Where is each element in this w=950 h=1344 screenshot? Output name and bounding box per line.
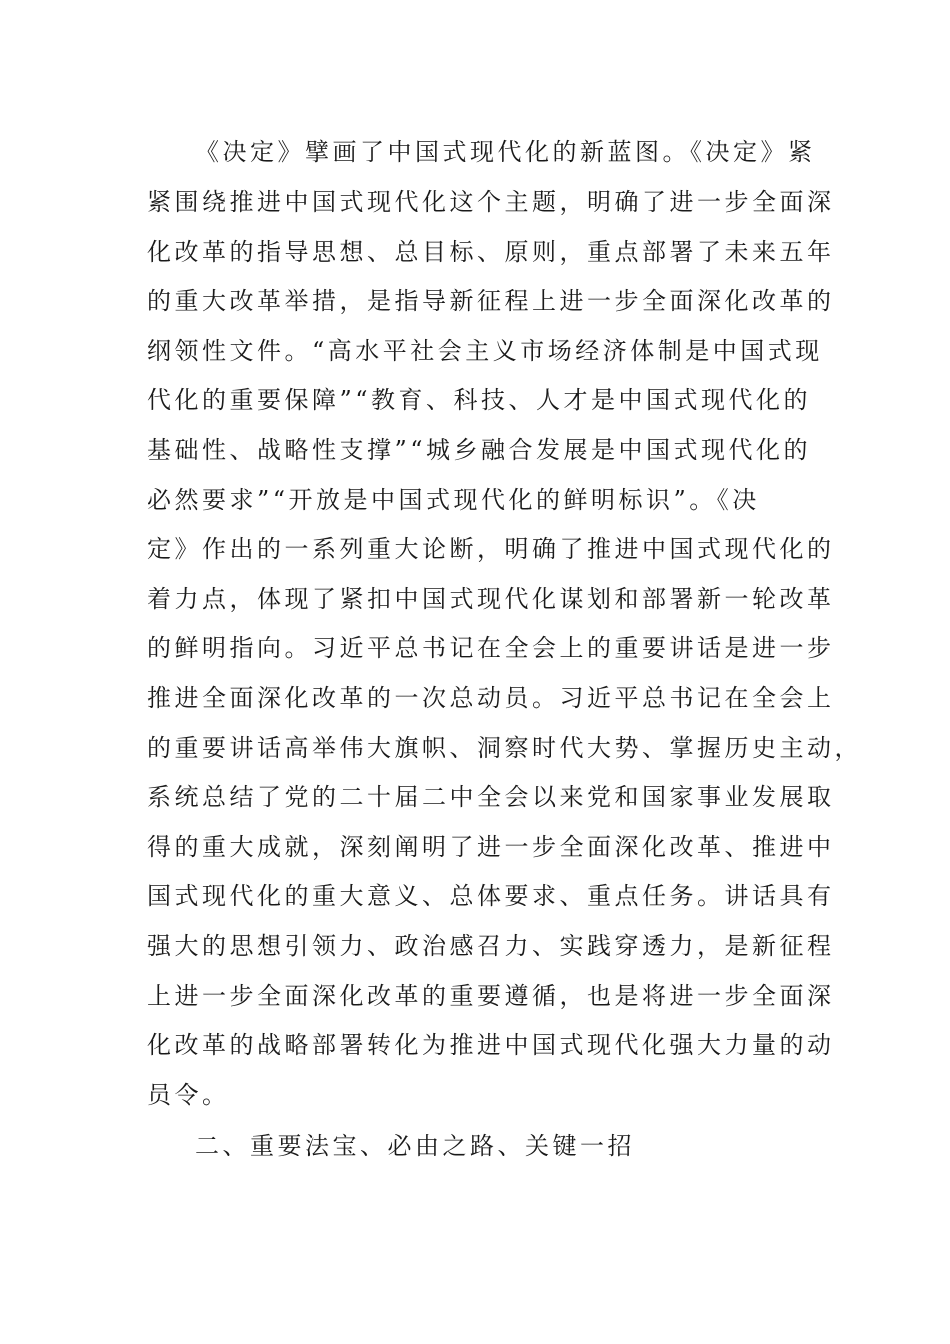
- paragraph-line: 紧围绕推进中国式现代化这个主题，明确了进一步全面深: [147, 188, 835, 216]
- paragraph-line: 化改革的战略部署转化为推进中国式现代化强大力量的动: [147, 1031, 835, 1059]
- paragraph-line: 上进一步全面深化改革的重要遵循，也是将进一步全面深: [147, 982, 835, 1010]
- paragraph-line: 定》作出的一系列重大论断，明确了推进中国式现代化的: [147, 535, 835, 563]
- section-heading: 二、重要法宝、必由之路、关键一招: [195, 1132, 635, 1160]
- paragraph-line: 的重大改革举措，是指导新征程上进一步全面深化改革的: [147, 287, 835, 315]
- paragraph-line: 国式现代化的重大意义、总体要求、重点任务。讲话具有: [147, 882, 835, 910]
- paragraph-line: 《决定》擘画了中国式现代化的新蓝图。《决定》紧: [195, 138, 816, 166]
- paragraph-line: 代化的重要保障”“教育、科技、人才是中国式现代化的: [147, 386, 812, 414]
- paragraph-line: 系统总结了党的二十届二中全会以来党和国家事业发展取: [147, 783, 835, 811]
- paragraph-line: 强大的思想引领力、政治感召力、实践穿透力，是新征程: [147, 932, 835, 960]
- paragraph-line: 推进全面深化改革的一次总动员。习近平总书记在全会上: [147, 684, 835, 712]
- paragraph-line: 的鲜明指向。习近平总书记在全会上的重要讲话是进一步: [147, 634, 835, 662]
- paragraph-line: 的重要讲话高举伟大旗帜、洞察时代大势、掌握历史主动，: [147, 734, 862, 762]
- paragraph-line: 纲领性文件。“高水平社会主义市场经济体制是中国式现: [147, 337, 823, 365]
- paragraph-line: 员令。: [147, 1081, 230, 1109]
- paragraph-line: 必然要求”“开放是中国式现代化的鲜明标识”。《决: [147, 486, 760, 514]
- paragraph-line: 得的重大成就，深刻阐明了进一步全面深化改革、推进中: [147, 833, 835, 861]
- paragraph-line: 着力点，体现了紧扣中国式现代化谋划和部署新一轮改革: [147, 585, 835, 613]
- paragraph-line: 基础性、战略性支撑”“城乡融合发展是中国式现代化的: [147, 436, 812, 464]
- paragraph-line: 化改革的指导思想、总目标、原则，重点部署了未来五年: [147, 238, 835, 266]
